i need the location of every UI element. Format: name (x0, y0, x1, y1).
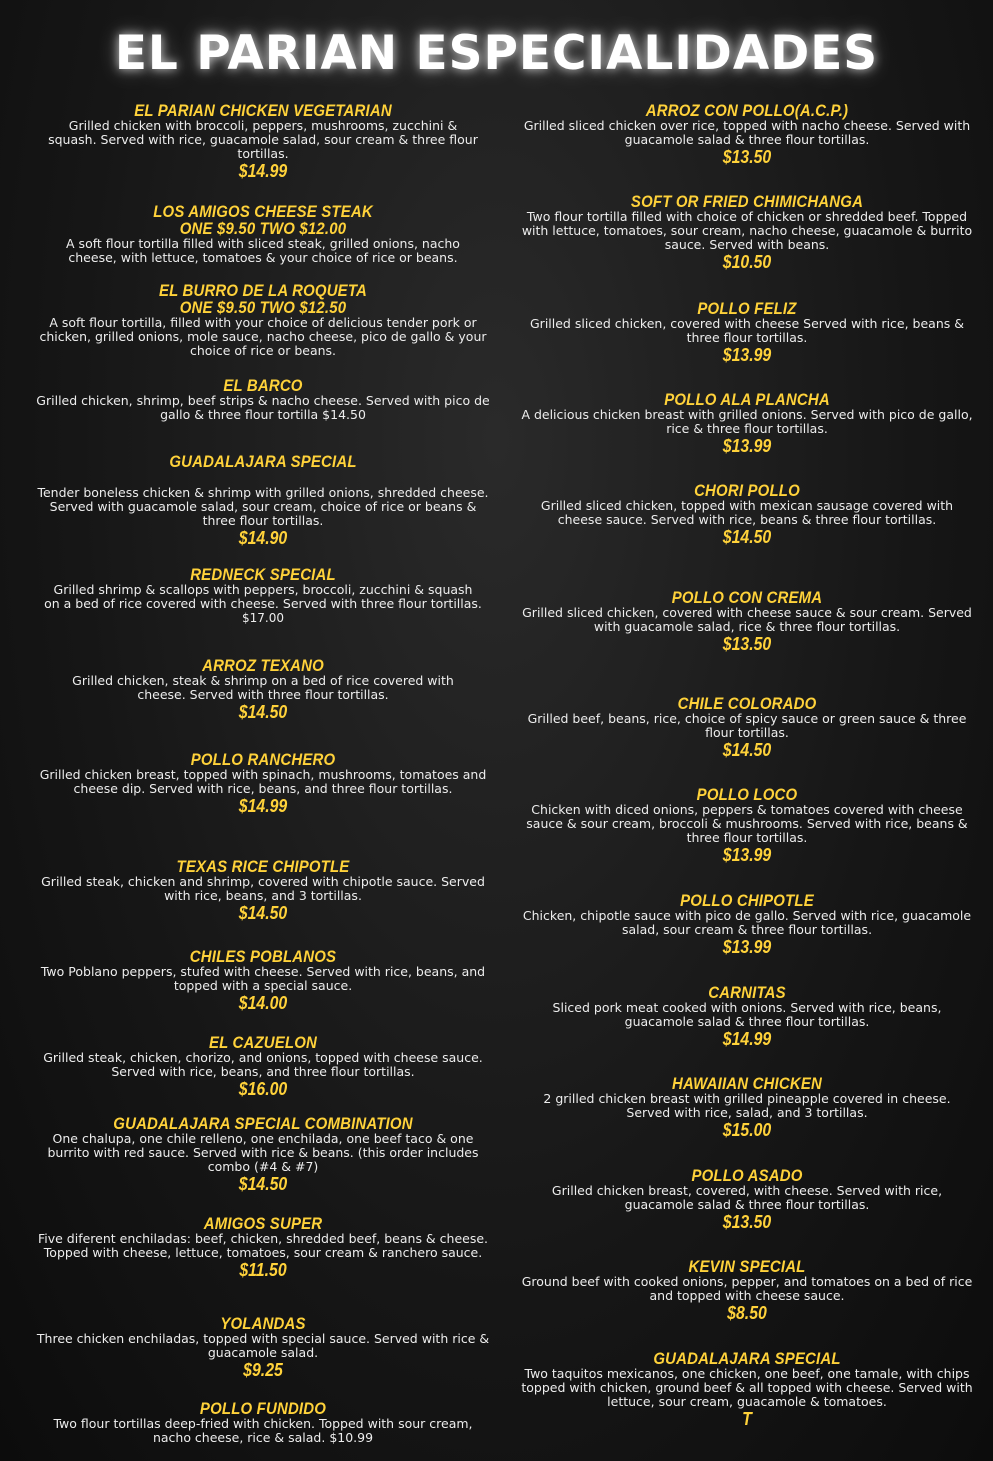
menu-item (30, 751, 496, 816)
item-name: POLLO ASADO (691, 1166, 803, 1185)
item-price: $14.50 (722, 740, 772, 760)
item-description: Chicken with diced onions, peppers & tomatoes covered with cheese sauce & sour cream, broccoli & mushrooms. Served with rice, beans & three flour tortillas. (526, 802, 968, 845)
item-description: Grilled chicken breast, topped with spinach, mushrooms, tomatoes and cheese dip. Served with rice, beans, and three flour tortillas. (39, 767, 487, 796)
item-name: TEXAS RICE CHIPOTLE (176, 857, 350, 876)
item-price: $13.99 (722, 436, 772, 456)
item-name: POLLO FUNDIDO (199, 1399, 327, 1418)
item-description: Grilled chicken, shrimp, beef strips & nacho cheese. Served with pico de gallo & three flour tortilla $14.50 (36, 393, 490, 422)
item-description: Grilled steak, chicken and shrimp, covered with chipotle sauce. Served with rice, beans, and 3 tortillas. (41, 874, 485, 903)
menu-item (30, 657, 496, 722)
item-description: 2 grilled chicken breast with grilled pineapple covered in cheese. Served with rice, salad, and 3 tortillas. (543, 1091, 951, 1120)
item-description: Grilled chicken, steak & shrimp on a bed of rice covered with cheese. Served with three flour tortillas. (72, 673, 454, 702)
menu-item (514, 786, 980, 865)
item-price: $8.50 (727, 1303, 767, 1323)
item-price: $13.50 (722, 634, 772, 654)
menu-item (30, 1400, 496, 1445)
item-price: $16.00 (238, 1079, 288, 1099)
item-description: Grilled steak, chicken, chorizo, and onions, topped with cheese sauce. Served with rice, beans, and three flour tortillas. (43, 1050, 483, 1079)
menu-item (514, 892, 980, 957)
menu-item (514, 193, 980, 272)
item-name: GUADALAJARA SPECIAL COMBINATION (113, 1114, 413, 1133)
item-price: $14.90 (238, 528, 288, 548)
item-name: POLLO CHIPOTLE (680, 891, 814, 910)
item-name: YOLANDAS (220, 1314, 306, 1333)
item-description: Grilled sliced chicken, covered with cheese sauce & sour cream. Served with guacamole salad, rice & three flour tortillas. (522, 605, 972, 634)
item-description: Ground beef with cooked onions, pepper, and tomatoes on a bed of rice and topped with cheese sauce. (521, 1274, 973, 1303)
menu-item (30, 377, 496, 422)
item-price-options: ONE $9.50 TWO $12.50 (179, 298, 347, 317)
menu-item (30, 1034, 496, 1099)
menu-item (30, 282, 496, 358)
item-price: $17.00 (242, 611, 284, 625)
item-name: POLLO RANCHERO (190, 750, 336, 769)
item-price-options: ONE $9.50 TWO $12.00 (179, 219, 347, 238)
item-price: $10.50 (722, 252, 772, 272)
item-description: Grilled sliced chicken, covered with cheese Served with rice, beans & three flour tortillas. (530, 316, 964, 345)
menu-item (30, 858, 496, 923)
item-description: Grilled beef, beans, rice, choice of spicy sauce or green sauce & three flour tortillas. (527, 711, 967, 740)
item-name: CHILE COLORADO (677, 694, 817, 713)
item-name: EL PARIAN CHICKEN VEGETARIAN (134, 101, 392, 120)
item-description: Grilled sliced chicken, topped with mexican sausage covered with cheese sauce. Served with rice, beans & three flour tortillas. (540, 498, 954, 527)
item-price: $14.50 (238, 702, 288, 722)
menu-item (30, 566, 496, 625)
item-name: ARROZ TEXANO (202, 656, 324, 675)
item-price: $11.50 (239, 1260, 287, 1280)
menu-item (514, 1350, 980, 1429)
item-description: Chicken, chipotle sauce with pico de gallo. Served with rice, guacamole salad, sour cream & three flour tortillas. (522, 908, 972, 937)
menu-item (30, 203, 496, 265)
menu-item (514, 984, 980, 1049)
item-description: A soft flour tortilla filled with sliced steak, grilled onions, nacho cheese, with lettuce, tomatoes & your choice of rice or beans. (66, 236, 460, 265)
menu-item (514, 1167, 980, 1232)
menu-item (514, 300, 980, 365)
menu-item (514, 482, 980, 547)
menu-item (514, 1258, 980, 1323)
item-price: $14.00 (238, 993, 288, 1013)
item-price: $14.50 (238, 1174, 288, 1194)
item-price: $14.99 (722, 1029, 772, 1049)
item-description: Two flour tortillas deep-fried with chicken. Topped with sour cream, nacho cheese, rice & salad. $10.99 (53, 1416, 473, 1445)
menu-item (30, 1115, 496, 1194)
item-description: Three chicken enchiladas, topped with special sauce. Served with rice & guacamole salad. (36, 1331, 490, 1360)
item-description: Grilled chicken breast, covered, with cheese. Served with rice, guacamole salad & three flour tortillas. (551, 1183, 943, 1212)
item-name: POLLO LOCO (696, 785, 798, 804)
menu-item (30, 1315, 496, 1380)
page-title: EL PARIAN ESPECIALIDADES (114, 26, 879, 81)
item-name: REDNECK SPECIAL (190, 565, 336, 584)
item-price: $13.99 (722, 345, 772, 365)
item-name: POLLO FELIZ (697, 299, 797, 318)
item-description: Two Poblano peppers, stufed with cheese. Served with rice, beans, and topped with a special sauce. (40, 964, 486, 993)
item-name: CARNITAS (708, 983, 786, 1002)
menu-item (30, 102, 496, 181)
menu-item (30, 948, 496, 1013)
item-price: $13.50 (722, 1212, 772, 1232)
item-name: EL BARCO (223, 376, 303, 395)
item-name: CHORI POLLO (694, 481, 800, 500)
item-description: Tender boneless chicken & shrimp with grilled onions, shredded cheese. Served with guacamole salad, sour cream, choice of rice or beans & three flour tortillas. (37, 485, 489, 528)
item-description: Two taquitos mexicanos, one chicken, one beef, one tamale, with chips topped with chicken, ground beef & all topped with cheese. Served with lettuce, sour cream, guacamole & tomatoes. (521, 1366, 973, 1409)
item-description: Two flour tortilla filled with choice of chicken or shredded beef. Topped with lettuce, tomatoes, sour cream, nacho cheese, guacamole & burrito sauce. Served with beans. (521, 209, 973, 252)
menu-item (514, 695, 980, 760)
item-name: POLLO CON CREMA (671, 588, 823, 607)
item-description: Grilled sliced chicken over rice, topped with nacho cheese. Served with guacamole salad & three flour tortillas. (523, 118, 971, 147)
menu-item (514, 391, 980, 456)
menu-item (514, 1075, 980, 1140)
item-name: ARROZ CON POLLO(A.C.P.) (645, 101, 849, 120)
item-name: EL BURRO DE LA ROQUETA (158, 281, 368, 300)
item-description: Grilled shrimp & scallops with peppers, broccoli, zucchini & squash on a bed of rice covered with cheese. Served with three flour tortillas. (44, 582, 482, 611)
item-price: T (742, 1409, 752, 1429)
item-name: HAWAIIAN CHICKEN (672, 1074, 822, 1093)
menu-item (30, 1215, 496, 1280)
item-price: $9.25 (243, 1360, 283, 1380)
item-name: KEVIN SPECIAL (688, 1257, 806, 1276)
item-price: $15.00 (722, 1120, 772, 1140)
item-price: $14.99 (238, 796, 288, 816)
item-description: Grilled chicken with broccoli, peppers, mushrooms, zucchini & squash. Served with rice, guacamole salad, sour cream & three flour tortillas. (48, 118, 478, 161)
item-name: AMIGOS SUPER (203, 1214, 323, 1233)
item-description: Sliced pork meat cooked with onions. Served with rice, beans, guacamole salad & three flour tortillas. (552, 1000, 942, 1029)
menu-item (514, 102, 980, 167)
item-description: A delicious chicken breast with grilled onions. Served with pico de gallo, rice & three flour tortillas. (521, 407, 973, 436)
item-name: POLLO ALA PLANCHA (664, 390, 830, 409)
item-description: One chalupa, one chile relleno, one enchilada, one beef taco & one burrito with red sauce. Served with rice & beans. (this order includes combo (#4 & #7) (47, 1131, 479, 1174)
item-name: CHILES POBLANOS (189, 947, 337, 966)
item-price: $13.50 (722, 147, 772, 167)
item-price: $14.50 (722, 527, 772, 547)
item-price: $14.50 (238, 903, 288, 923)
item-name: GUADALAJARA SPECIAL (169, 452, 357, 471)
menu-item (30, 453, 496, 548)
item-name: GUADALAJARA SPECIAL (653, 1349, 841, 1368)
item-description: Five diferent enchiladas: beef, chicken, shredded beef, beans & cheese. Topped with cheese, lettuce, tomatoes, sour cream & ranchero sauce. (37, 1231, 488, 1260)
item-price: $13.99 (722, 845, 772, 865)
menu-item (514, 589, 980, 654)
item-description: A soft flour tortilla, filled with your choice of delicious tender pork or chicken, grilled onions, mole sauce, nacho cheese, pico de gallo & your choice of rice or beans. (39, 315, 487, 358)
item-name: EL CAZUELON (208, 1033, 318, 1052)
item-price: $13.99 (722, 937, 772, 957)
item-name: LOS AMIGOS CHEESE STEAK (153, 202, 373, 221)
item-name: SOFT OR FRIED CHIMICHANGA (630, 192, 864, 211)
item-price: $14.99 (238, 161, 288, 181)
